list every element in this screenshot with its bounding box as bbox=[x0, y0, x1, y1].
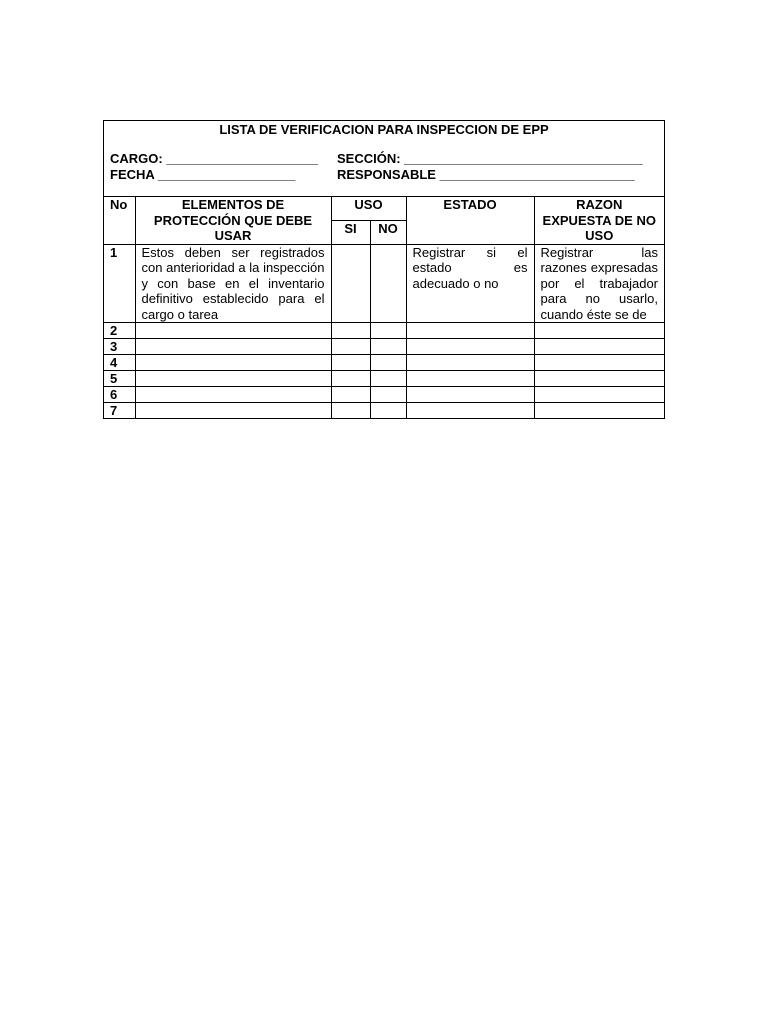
cell-estado bbox=[406, 371, 534, 387]
table-row bbox=[104, 403, 664, 419]
cell-no bbox=[370, 371, 406, 387]
cell-estado bbox=[406, 339, 534, 355]
cell-elementos bbox=[135, 339, 331, 355]
seccion-field: SECCIÓN: _________________________________ bbox=[337, 151, 643, 166]
row-number: 4 bbox=[104, 355, 135, 371]
cell-si bbox=[331, 323, 370, 339]
cell-si bbox=[331, 339, 370, 355]
cell-estado bbox=[406, 403, 534, 419]
cell-elementos: Estos deben ser registrados con anterioridad a la inspección y con base en el inventario definitivo establecido para el cargo o tarea bbox=[135, 244, 331, 323]
cell-estado bbox=[406, 387, 534, 403]
table-row bbox=[104, 339, 664, 355]
inspection-form bbox=[103, 120, 665, 419]
row-number: 5 bbox=[104, 371, 135, 387]
responsable-field: RESPONSABLE ___________________________ bbox=[337, 167, 635, 182]
cell-elementos bbox=[135, 387, 331, 403]
header-uso: USO bbox=[331, 197, 406, 221]
header-elementos: ELEMENTOS DE PROTECCIÓN QUE DEBE USAR bbox=[135, 197, 331, 245]
cell-razon: Registrar las razones expresadas por el trabajador para no usarlo, cuando éste se de bbox=[534, 244, 664, 323]
row-number: 6 bbox=[104, 387, 135, 403]
spacer bbox=[104, 183, 664, 196]
cargo-field: CARGO: _____________________ bbox=[110, 151, 319, 166]
cell-no bbox=[370, 323, 406, 339]
cell-elementos bbox=[135, 403, 331, 419]
table-header-row bbox=[104, 197, 664, 221]
cell-si bbox=[331, 355, 370, 371]
cell-no bbox=[370, 244, 406, 323]
cell-si bbox=[331, 371, 370, 387]
cell-no bbox=[370, 339, 406, 355]
cell-elementos bbox=[135, 355, 331, 371]
header-no-uso: NO bbox=[370, 220, 406, 244]
cell-estado bbox=[406, 323, 534, 339]
field-row-fecha-responsable bbox=[104, 167, 664, 183]
header-razon: RAZON EXPUESTA DE NO USO bbox=[534, 197, 664, 245]
cell-razon bbox=[534, 323, 664, 339]
cell-no bbox=[370, 387, 406, 403]
header-estado: ESTADO bbox=[406, 197, 534, 245]
cell-no bbox=[370, 403, 406, 419]
cell-no bbox=[370, 355, 406, 371]
header-si: SI bbox=[331, 220, 370, 244]
table-row bbox=[104, 387, 664, 403]
table-row bbox=[104, 371, 664, 387]
cell-razon bbox=[534, 339, 664, 355]
table-row bbox=[104, 355, 664, 371]
cell-razon bbox=[534, 371, 664, 387]
table-row bbox=[104, 244, 664, 323]
cell-razon bbox=[534, 387, 664, 403]
epp-checklist-table bbox=[104, 196, 664, 418]
cell-razon bbox=[534, 403, 664, 419]
cell-si bbox=[331, 403, 370, 419]
table-row bbox=[104, 323, 664, 339]
row-number: 7 bbox=[104, 403, 135, 419]
fecha-field: FECHA ___________________ bbox=[110, 167, 296, 182]
cell-elementos bbox=[135, 371, 331, 387]
cell-elementos bbox=[135, 323, 331, 339]
cell-estado bbox=[406, 355, 534, 371]
field-row-cargo-seccion bbox=[104, 151, 664, 167]
header-no: No bbox=[104, 197, 135, 245]
row-number: 1 bbox=[104, 244, 135, 323]
row-number: 3 bbox=[104, 339, 135, 355]
cell-si bbox=[331, 387, 370, 403]
cell-si bbox=[331, 244, 370, 323]
cell-estado: Registrar si el estado es adecuado o no bbox=[406, 244, 534, 323]
row-number: 2 bbox=[104, 323, 135, 339]
cell-razon bbox=[534, 355, 664, 371]
form-title: LISTA DE VERIFICACION PARA INSPECCION DE EPP bbox=[219, 122, 549, 137]
